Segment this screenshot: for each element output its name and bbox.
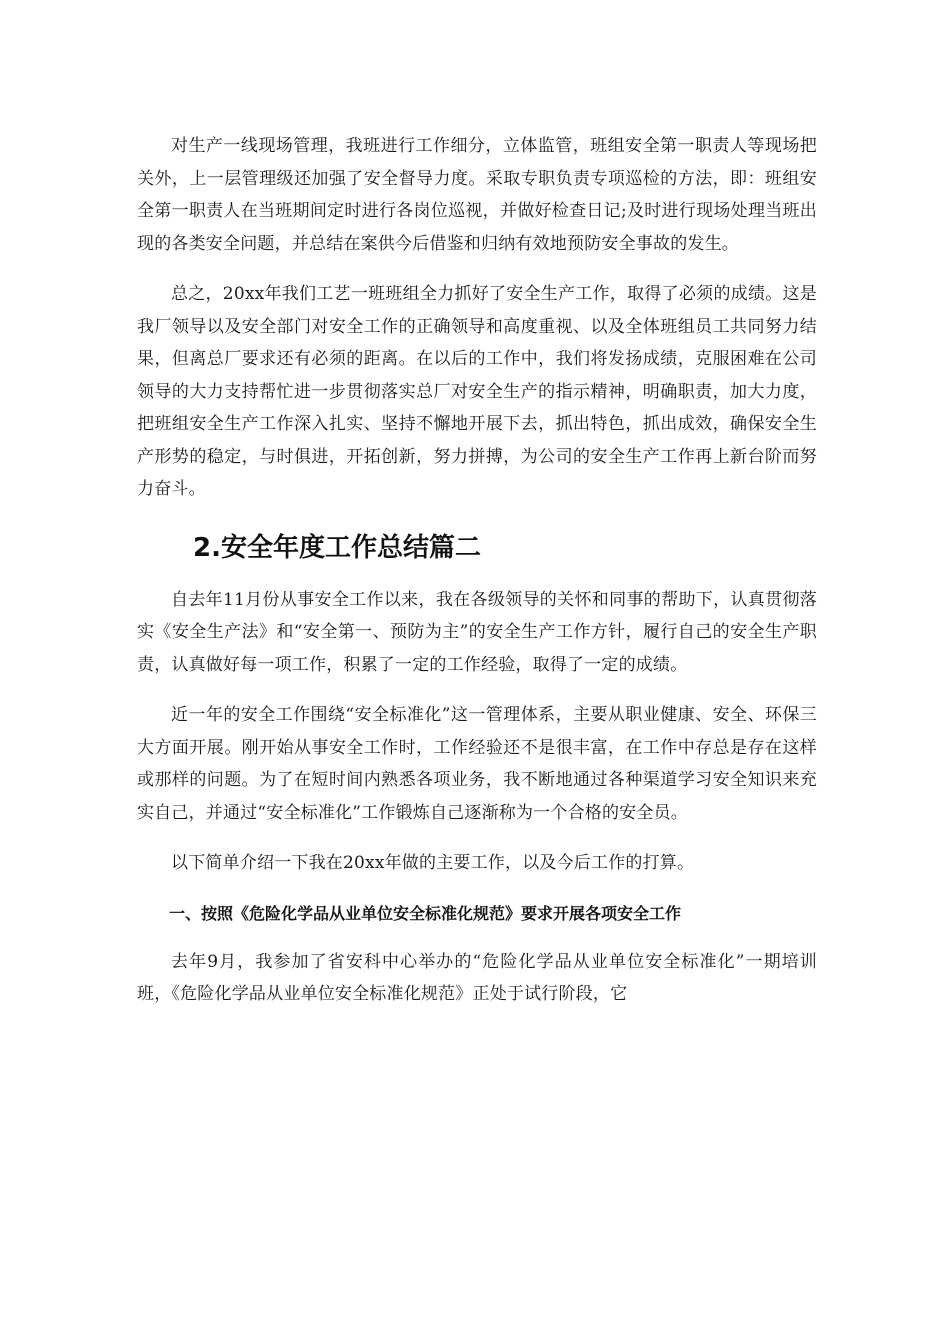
subheading-item-one: 一、按照《危险化学品从业单位安全标准化规范》要求开展各项安全工作 — [169, 903, 682, 923]
paragraph-overview: 以下简单介绍一下我在20xx年做的主要工作，以及今后工作的打算。 — [171, 853, 695, 873]
paragraph-training: 去年9月，我参加了省安科中心举办的“危险化学品从业单位安全标准化”一期培训班，《危险化学品从业单位安全标准化规范》正处于试行阶段，它 — [137, 951, 817, 1004]
paragraph-summary: 总之，20xx年我们工艺一班班组全力抓好了安全生产工作，取得了必须的成绩。这是我厂领导以及安全部门对安全工作的正确领导和高度重视、以及全体班组员工共同努力结果，但离总厂要求还有必须的距离。在以后的工作中，我们将发扬成绩，克服困难在公司领导的大力支持帮忙进一步贯彻落实总厂对安全生产的指示精神，明确职责，加大力度，把班组安全生产工作深入扎实、坚持不懈地开展下去，抓出特色，抓出成效，确保安全生产形势的稳定，与时俱进，开拓创新，努力拼搏，为公司的安全生产工作再上新台阶而努力奋斗。 — [137, 284, 817, 499]
document-body — [137, 130, 817, 1029]
paragraph-standardization: 近一年的安全工作围绕“安全标准化”这一管理体系，主要从职业健康、安全、环保三大方面开展。刚开始从事安全工作时，工作经验还不是很丰富，在工作中存总是存在这样或那样的问题。为了在短时间内熟悉各项业务，我不断地通过各种渠道学习安全知识来充实自己，并通过“安全标准化”工作锻炼自己逐渐称为一个合格的安全员。 — [137, 705, 817, 823]
paragraph-intro: 自去年11月份从事安全工作以来，我在各级领导的关怀和同事的帮助下，认真贯彻落实《安全生产法》和“安全第一、预防为主”的安全生产工作方针，履行自己的安全生产职责，认真做好每一项工作，积累了一定的工作经验，取得了一定的成绩。 — [137, 589, 817, 675]
section-heading: 2.安全年度工作总结篇二 — [193, 532, 481, 563]
paragraph-site-management: 对生产一线现场管理，我班进行工作细分，立体监管，班组安全第一职责人等现场把关外，上一层管理级还加强了安全督导力度。采取专职负责专项巡检的方法，即：班组安全第一职责人在当班期间定时进行各岗位巡视，并做好检查日记;及时进行现场处理当班出现的各类安全问题，并总结在案供今后借鉴和归纳有效地预防安全事故的发生。 — [137, 136, 817, 254]
